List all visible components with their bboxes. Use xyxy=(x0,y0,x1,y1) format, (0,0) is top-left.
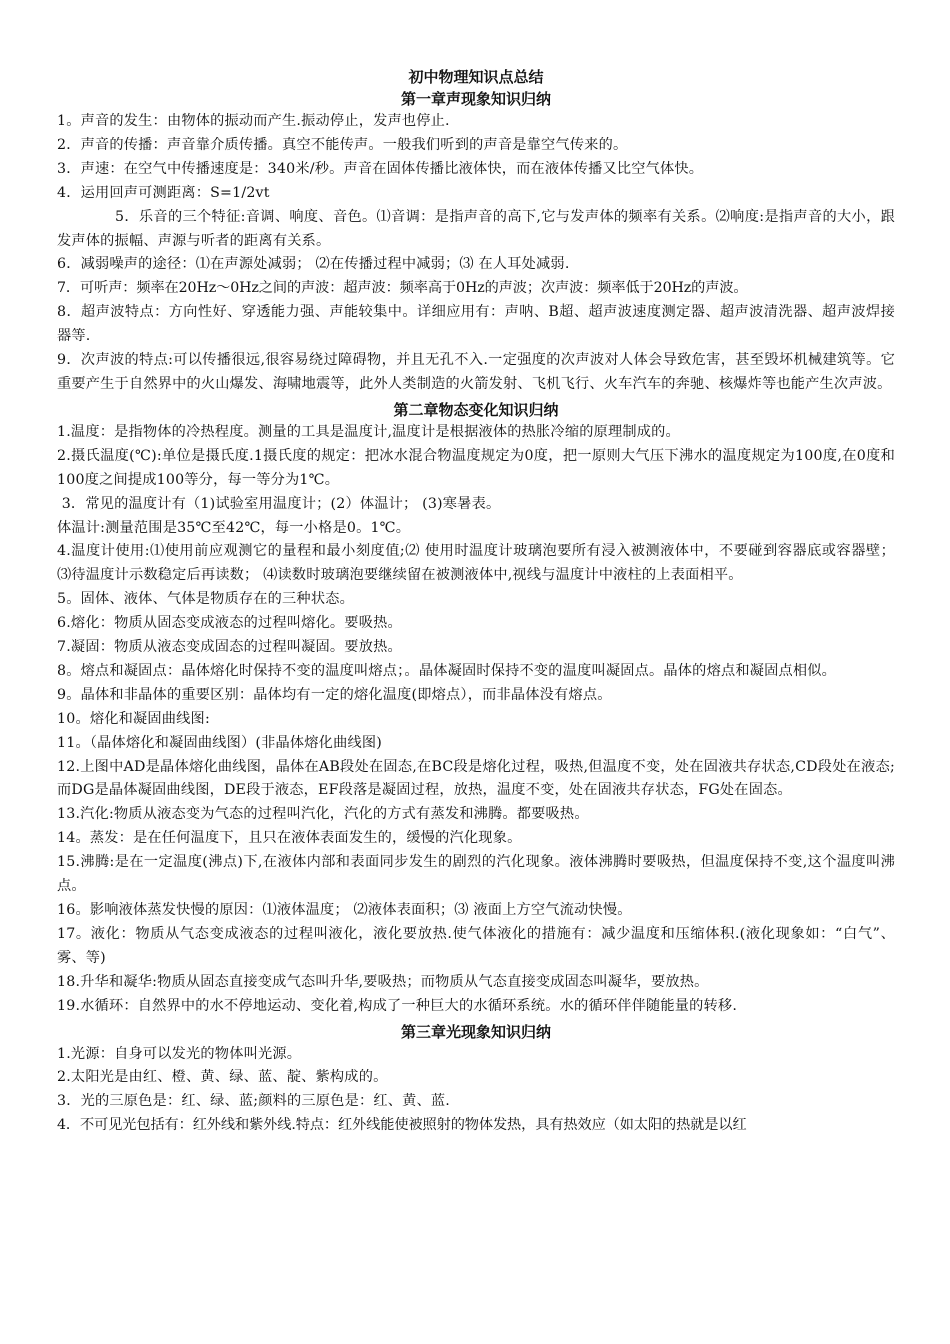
document-title: 初中物理知识点总结 xyxy=(408,68,544,86)
paragraph: 3．常见的温度计有（1)试验室用温度计；(2）体温计； (3)寒暑表。 xyxy=(57,495,501,512)
paragraph: 4．不可见光包括有：红外线和紫外线.特点：红外线能使被照射的物体发热，具有热效应（如太阳的热就是以红 xyxy=(57,1117,747,1134)
paragraph: 6．减弱噪声的途径：⑴在声源处减弱； ⑵在传播过程中减弱；⑶ 在人耳处减弱. xyxy=(57,256,570,273)
document-page xyxy=(57,66,895,1138)
paragraph: 5．乐音的三个特征:音调、响度、音色。⑴音调：是指声音的高下,它与发声体的频率有关系。⑵响度:是指声音的大小，跟发声体的振幅、声源与听者的距离有关系。 xyxy=(57,208,895,249)
chapter-3-body xyxy=(57,1043,895,1139)
paragraph: 3．光的三原色是：红、绿、蓝;颜料的三原色是：红、黄、蓝. xyxy=(57,1093,450,1110)
paragraph: 2.摄氏温度(℃):单位是摄氏度.1摄氏度的规定：把冰水混合物温度规定为0度，把一原则大气压下沸水的温度规定为100度,在0度和100度之间提成100等分，每一等分为1℃。 xyxy=(57,447,895,488)
paragraph: 1.温度：是指物体的冷热程度。测量的工具是温度计,温度计是根据液体的热胀冷缩的原理制成的。 xyxy=(57,423,680,440)
paragraph: 10。熔化和凝固曲线图: xyxy=(57,710,210,727)
paragraph: 9。晶体和非晶体的重要区别：晶体均有一定的熔化温度(即熔点），而非晶体没有熔点。 xyxy=(57,686,612,703)
chapter-2-body xyxy=(57,421,895,1019)
paragraph: 12.上图中AD是晶体熔化曲线图，晶体在AB段处在固态,在BC段是熔化过程，吸热,但温度不变，处在固液共存状态,CD段处在液态;而DG是晶体凝固曲线图，DE段于液态，EF段落是凝固过程，放热，温度不变，处在固液共存状态，FG处在固态。 xyxy=(57,758,895,799)
chapter-3-heading: 第三章光现象知识归纳 xyxy=(400,1022,551,1041)
paragraph: 13.汽化:物质从液态变为气态的过程叫汽化，汽化的方式有蒸发和沸腾。都要吸热。 xyxy=(57,806,589,823)
paragraph: 3．声速：在空气中传播速度是：340米/秒。声音在固体传播比液体快，而在液体传播又比空气体快。 xyxy=(57,160,704,177)
paragraph: 18.升华和凝华:物质从固态直接变成气态叫升华,要吸热；而物质从气态直接变成固态叫凝华，要放热。 xyxy=(57,973,709,990)
paragraph: 1.光源：自身可以发光的物体叫光源。 xyxy=(57,1045,302,1062)
paragraph: 2.太阳光是由红、橙、黄、绿、蓝、靛、紫构成的。 xyxy=(57,1069,388,1086)
paragraph: 19.水循环：自然界中的水不停地运动、变化着,构成了一种巨大的水循环系统。水的循环伴伴随能量的转移. xyxy=(57,997,738,1014)
paragraph: 14。蒸发：是在任何温度下，且只在液体表面发生的，缓慢的汽化现象。 xyxy=(57,830,522,847)
paragraph: 1。声音的发生：由物体的振动而产生.振动停止，发声也停止. xyxy=(57,113,450,129)
chapter-1-body xyxy=(57,110,895,397)
paragraph: 11。（晶体熔化和凝固曲线图）(非晶体熔化曲线图) xyxy=(57,734,382,751)
chapter-1-heading: 第一章声现象知识归纳 xyxy=(400,90,551,108)
paragraph: 6.熔化：物质从固态变成液态的过程叫熔化。要吸热。 xyxy=(57,615,402,632)
paragraph: 2．声音的传播：声音靠介质传播。真空不能传声。一般我们听到的声音是靠空气传来的。 xyxy=(57,136,628,153)
paragraph: 4．运用回声可测距离：S=1/2vt xyxy=(57,184,270,201)
paragraph: 8．超声波特点：方向性好、穿透能力强、声能较集中。详细应用有：声呐、B超、超声波速度测定器、超声波清洗器、超声波焊接器等. xyxy=(57,304,895,345)
paragraph: 7．可听声：频率在20Hz～0Hz之间的声波：超声波：频率高于0Hz的声波；次声波：频率低于20Hz的声波。 xyxy=(57,280,748,297)
paragraph: 17。液化：物质从气态变成液态的过程叫液化，液化要放热.使气体液化的措施有：减少温度和压缩体积.(液化现象如：“白气”、雾、等) xyxy=(57,925,895,966)
paragraph: 15.沸腾:是在一定温度(沸点)下,在液体内部和表面同步发生的剧烈的汽化现象。液体沸腾时要吸热，但温度保持不变,这个温度叫沸点。 xyxy=(57,854,895,895)
chapter-2-heading: 第二章物态变化知识归纳 xyxy=(393,400,559,419)
paragraph: 7.凝固：物质从液态变成固态的过程叫凝固。要放热。 xyxy=(57,639,402,656)
paragraph: 9．次声波的特点:可以传播很远,很容易绕过障碍物，并且无孔不入.一定强度的次声波对人体会导致危害，甚至毁坏机械建筑等。它重要产生于自然界中的火山爆发、海啸地震等，此外人类制造的火箭发射、飞机飞行、火车汽车的奔驰、核爆炸等也能产生次声波。 xyxy=(57,352,895,392)
paragraph: 16。影响液体蒸发快慢的原因：⑴液体温度； ⑵液体表面积；⑶ 液面上方空气流动快慢。 xyxy=(57,902,632,918)
paragraph: 8。熔点和凝固点：晶体熔化时保持不变的温度叫熔点；。晶体凝固时保持不变的温度叫凝固点。晶体的熔点和凝固点相似。 xyxy=(57,662,837,679)
paragraph: 体温计:测量范围是35℃至42℃，每一小格是0。1℃。 xyxy=(57,519,411,536)
paragraph: 5。固体、液体、气体是物质存在的三种状态。 xyxy=(57,591,354,608)
paragraph: 4.温度计使用:⑴使用前应观测它的量程和最小刻度值;⑵ 使用时温度计玻璃泡要所有浸入被测液体中，不要碰到容器底或容器壁； ⑶待温度计示数稳定后再读数； ⑷读数时玻璃泡要继续留在被测液体中,视线与温度计中液柱的上表面相平。 xyxy=(57,543,895,584)
